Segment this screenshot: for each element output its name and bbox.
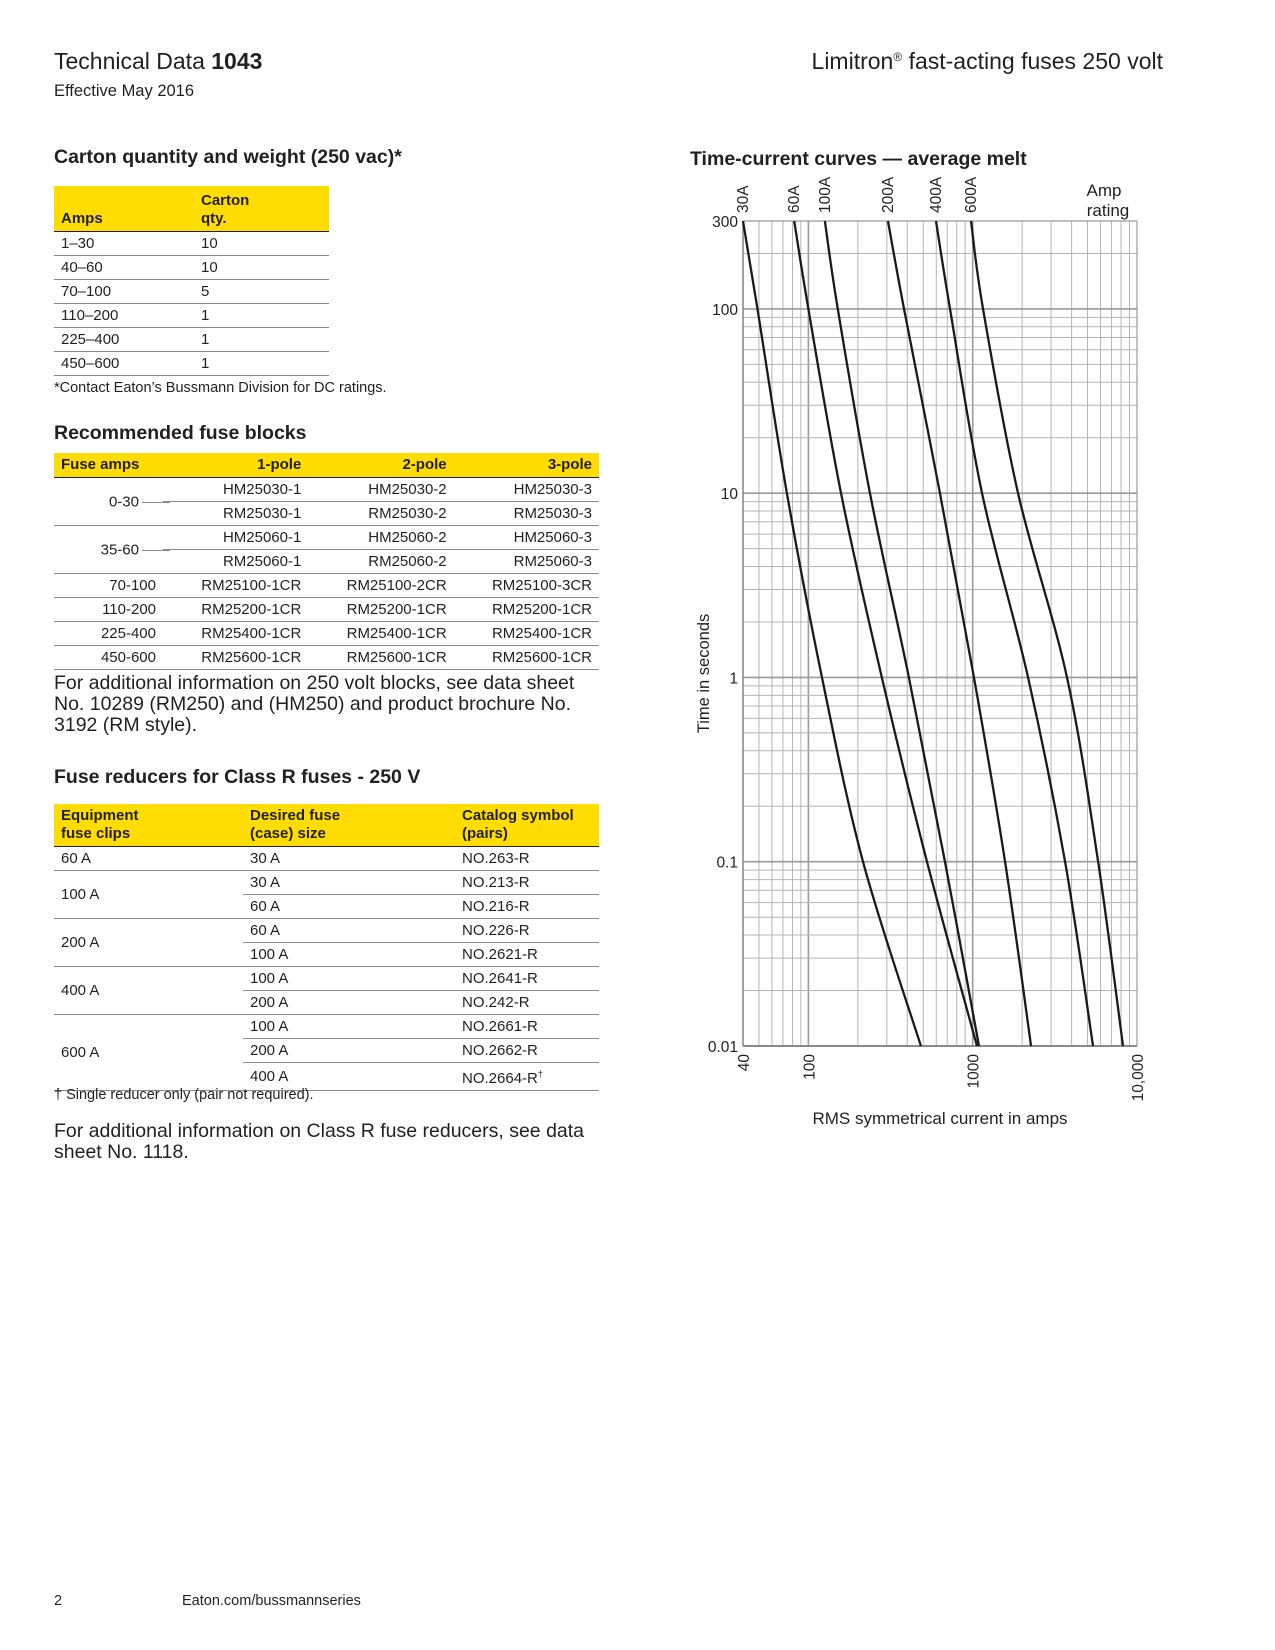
- blocks-fuse-amps: [54, 574, 163, 598]
- blocks-1-pole: RM25060-1: [163, 550, 308, 574]
- equipment-fuse-clips: 60 A: [54, 847, 243, 871]
- blocks-2-pole: RM25200-1CR: [308, 598, 453, 622]
- carton-row: [54, 328, 329, 352]
- y-tick-label: 1: [729, 670, 738, 688]
- carton-amps: 110–200: [61, 307, 119, 324]
- series-label-200a: 200A: [879, 176, 897, 213]
- reducers-table-header: [54, 804, 599, 847]
- blocks-row: [54, 574, 599, 598]
- blocks-2-pole: RM25400-1CR: [308, 622, 453, 646]
- blocks-note: For additional information on 250 volt blocks, see data sheet No. 10289 (RM250) and (HM250) and product brochure No. 3192 (RM style).: [54, 672, 575, 736]
- catalog-symbol: [455, 1063, 599, 1091]
- product-name: Limitron: [811, 48, 894, 74]
- blocks-2-pole: RM25600-1CR: [308, 646, 453, 670]
- catalog-symbol-text: NO.2662-R: [462, 1042, 538, 1059]
- carton-qty: 1: [201, 355, 210, 372]
- catalog-symbol: [455, 871, 599, 895]
- col-catalog-line2: (pairs): [462, 825, 508, 842]
- doc-number: 1043: [211, 48, 263, 74]
- blocks-2-pole: HM25030-2: [308, 478, 453, 502]
- blocks-1-pole: RM25400-1CR: [163, 622, 308, 646]
- carton-qty: 10: [201, 235, 218, 252]
- col-2-pole: 2-pole: [402, 456, 447, 473]
- blocks-fuse-amps: [54, 598, 163, 622]
- y-tick-label: 300: [712, 214, 738, 231]
- registered-mark: ®: [893, 50, 903, 64]
- catalog-symbol: [455, 895, 599, 919]
- reducers-row: [54, 919, 599, 943]
- x-tick-label: 40: [736, 1054, 753, 1072]
- carton-amps: 450–600: [61, 355, 120, 372]
- col-carton-qty: [194, 186, 329, 232]
- desired-fuse-size: 30 A: [243, 847, 455, 871]
- equipment-fuse-clips: 200 A: [54, 919, 243, 967]
- equipment-fuse-clips: 600 A: [54, 1015, 243, 1091]
- catalog-symbol-text: NO.216-R: [462, 898, 530, 915]
- carton-row: [54, 280, 329, 304]
- blocks-1-pole: RM25100-1CR: [163, 574, 308, 598]
- desired-fuse-size: 100 A: [243, 967, 455, 991]
- col-1-pole: 1-pole: [257, 456, 302, 473]
- catalog-symbol-text: NO.213-R: [462, 874, 530, 891]
- catalog-symbol: [455, 1039, 599, 1063]
- catalog-symbol: [455, 991, 599, 1015]
- product-subtitle: fast-acting fuses 250 volt: [902, 48, 1163, 74]
- carton-qty: 10: [201, 259, 218, 276]
- desired-fuse-size: 100 A: [243, 943, 455, 967]
- desired-fuse-size: 400 A: [243, 1063, 455, 1091]
- catalog-symbol: [455, 967, 599, 991]
- col-carton-line1: Carton: [201, 192, 250, 209]
- x-tick-label: 10,000: [1130, 1054, 1147, 1102]
- desired-fuse-size: 60 A: [243, 919, 455, 943]
- curve-60a: [794, 221, 977, 1046]
- blocks-3-pole: RM25400-1CR: [454, 622, 599, 646]
- blocks-2-pole: RM25030-2: [308, 502, 453, 526]
- document-title: [54, 48, 262, 75]
- chart-title: Time-current curves — average melt: [690, 148, 1027, 170]
- series-label-100a: 100A: [816, 176, 834, 213]
- catalog-symbol: [455, 919, 599, 943]
- curve-30a: [743, 221, 921, 1046]
- blocks-2-pole: RM25060-2: [308, 550, 453, 574]
- series-label-60a: 60A: [786, 185, 804, 213]
- equipment-fuse-clips: 400 A: [54, 967, 243, 1015]
- desired-fuse-size: 200 A: [243, 1039, 455, 1063]
- y-tick-label: 10: [720, 486, 738, 504]
- blocks-1-pole: RM25030-1: [163, 502, 308, 526]
- curve-600a: [971, 221, 1123, 1046]
- y-tick-label: 100: [712, 301, 738, 319]
- y-tick-label: 0.1: [716, 854, 738, 872]
- blocks-table-header: [54, 453, 599, 478]
- col-equipment-line1: Equipment: [61, 807, 139, 824]
- blocks-3-pole: RM25030-3: [454, 502, 599, 526]
- legend-title-line1: Amp: [1086, 181, 1122, 200]
- carton-table-header: [54, 186, 329, 232]
- equipment-fuse-clips: 100 A: [54, 871, 243, 919]
- curve-200a: [888, 221, 1031, 1046]
- blocks-3-pole: RM25100-3CR: [454, 574, 599, 598]
- catalog-symbol-text: NO.263-R: [462, 850, 530, 867]
- catalog-symbol: [455, 1015, 599, 1039]
- blocks-1-pole: HM25060-1: [163, 526, 308, 550]
- doc-prefix: Technical Data: [54, 48, 205, 74]
- catalog-symbol-text: NO.2621-R: [462, 946, 538, 963]
- blocks-3-pole: HM25060-3: [454, 526, 599, 550]
- carton-amps: 1–30: [61, 235, 95, 252]
- desired-fuse-size: 60 A: [243, 895, 455, 919]
- fuse-amps-label: 70-100: [109, 577, 156, 594]
- col-carton-line2: qty.: [201, 210, 227, 227]
- blocks-fuse-amps: [54, 622, 163, 646]
- fuse-amps-label: 110-200: [102, 601, 156, 618]
- carton-row: [54, 352, 329, 376]
- curve-100a: [825, 221, 979, 1046]
- col-catalog-line1: Catalog symbol: [462, 807, 574, 824]
- blocks-1-pole: RM25200-1CR: [163, 598, 308, 622]
- col-desired-line1: Desired fuse: [250, 807, 341, 824]
- col-equipment-clips: [54, 804, 243, 847]
- carton-amps: 70–100: [61, 283, 112, 300]
- catalog-symbol-text: NO.226-R: [462, 922, 530, 939]
- blocks-row: [54, 526, 599, 550]
- blocks-2-pole: RM25100-2CR: [308, 574, 453, 598]
- blocks-3-pole: RM25600-1CR: [454, 646, 599, 670]
- col-3-pole: 3-pole: [547, 456, 592, 473]
- curve-400a: [936, 221, 1093, 1046]
- catalog-symbol: [455, 847, 599, 871]
- desired-fuse-size: 100 A: [243, 1015, 455, 1039]
- blocks-fuse-amps: [54, 646, 163, 670]
- carton-section-title: Carton quantity and weight (250 vac)*: [54, 146, 402, 168]
- catalog-symbol-text: NO.2641-R: [462, 970, 538, 987]
- carton-qty: 1: [201, 331, 210, 348]
- x-axis-label: RMS symmetrical current in amps: [812, 1109, 1068, 1128]
- x-tick-label: 100: [801, 1054, 819, 1080]
- effective-date: Effective May 2016: [54, 82, 195, 100]
- y-tick-label: 0.01: [707, 1039, 738, 1056]
- col-equipment-line2: fuse clips: [61, 825, 131, 842]
- fuse-amps-label: 0-30: [108, 493, 139, 510]
- blocks-section-title: Recommended fuse blocks: [54, 422, 307, 444]
- reducers-row: [54, 847, 599, 871]
- carton-table: [54, 186, 329, 376]
- reducers-footnote: † Single reducer only (pair not required).: [54, 1087, 314, 1103]
- fuse-amps-label: 35-60: [100, 541, 139, 558]
- col-fuse-amps: Fuse amps: [61, 456, 140, 473]
- col-amps: Amps: [61, 210, 103, 227]
- dagger-mark: †: [537, 1069, 543, 1079]
- blocks-1-pole: RM25600-1CR: [163, 646, 308, 670]
- y-axis-label: Time in seconds: [695, 613, 713, 734]
- carton-row: [54, 304, 329, 328]
- reducers-section-title: Fuse reducers for Class R fuses - 250 V: [54, 766, 421, 788]
- x-tick-label: 1000: [965, 1054, 983, 1089]
- carton-amps: 40–60: [61, 259, 103, 276]
- reducers-row: [54, 967, 599, 991]
- blocks-2-pole: HM25060-2: [308, 526, 453, 550]
- reducers-table: [54, 804, 599, 1091]
- footer-url: Eaton.com/bussmannseries: [182, 1593, 361, 1609]
- carton-qty: 5: [201, 283, 210, 300]
- blocks-row: [54, 646, 599, 670]
- carton-row: [54, 232, 329, 256]
- desired-fuse-size: 30 A: [243, 871, 455, 895]
- carton-qty: 1: [201, 307, 210, 324]
- carton-footnote: *Contact Eaton’s Bussmann Division for DC ratings.: [54, 380, 387, 396]
- series-label-600a: 600A: [963, 176, 981, 213]
- blocks-3-pole: HM25030-3: [454, 478, 599, 502]
- legend-title-line2: rating: [1086, 201, 1130, 220]
- desired-fuse-size: 200 A: [243, 991, 455, 1015]
- catalog-symbol-text: NO.2661-R: [462, 1018, 538, 1035]
- fuse-amps-label: 450-600: [100, 649, 156, 666]
- series-label-400a: 400A: [928, 176, 946, 213]
- col-desired-line2: (case) size: [250, 825, 326, 842]
- col-catalog-symbol: [455, 804, 599, 847]
- blocks-fuse-amps: [54, 526, 163, 574]
- blocks-fuse-amps: [54, 478, 163, 526]
- blocks-row: [54, 478, 599, 502]
- blocks-3-pole: RM25060-3: [454, 550, 599, 574]
- product-title: [812, 48, 1163, 75]
- page-number: 2: [54, 1593, 63, 1609]
- catalog-symbol-text: NO.2664-R: [462, 1070, 538, 1087]
- reducers-note: For additional information on Class R fuse reducers, see data sheet No. 1118.: [54, 1120, 585, 1163]
- catalog-symbol-text: NO.242-R: [462, 994, 530, 1011]
- reducers-row: [54, 1015, 599, 1039]
- catalog-symbol: [455, 943, 599, 967]
- carton-amps: 225–400: [61, 331, 120, 348]
- blocks-row: [54, 622, 599, 646]
- blocks-row: [54, 598, 599, 622]
- fuse-amps-label: 225-400: [100, 625, 156, 642]
- reducers-row: [54, 871, 599, 895]
- blocks-3-pole: RM25200-1CR: [454, 598, 599, 622]
- blocks-1-pole: HM25030-1: [163, 478, 308, 502]
- carton-row: [54, 256, 329, 280]
- fuse-blocks-table: [54, 453, 599, 670]
- series-label-30a: 30A: [735, 185, 752, 213]
- col-desired-size: [243, 804, 455, 847]
